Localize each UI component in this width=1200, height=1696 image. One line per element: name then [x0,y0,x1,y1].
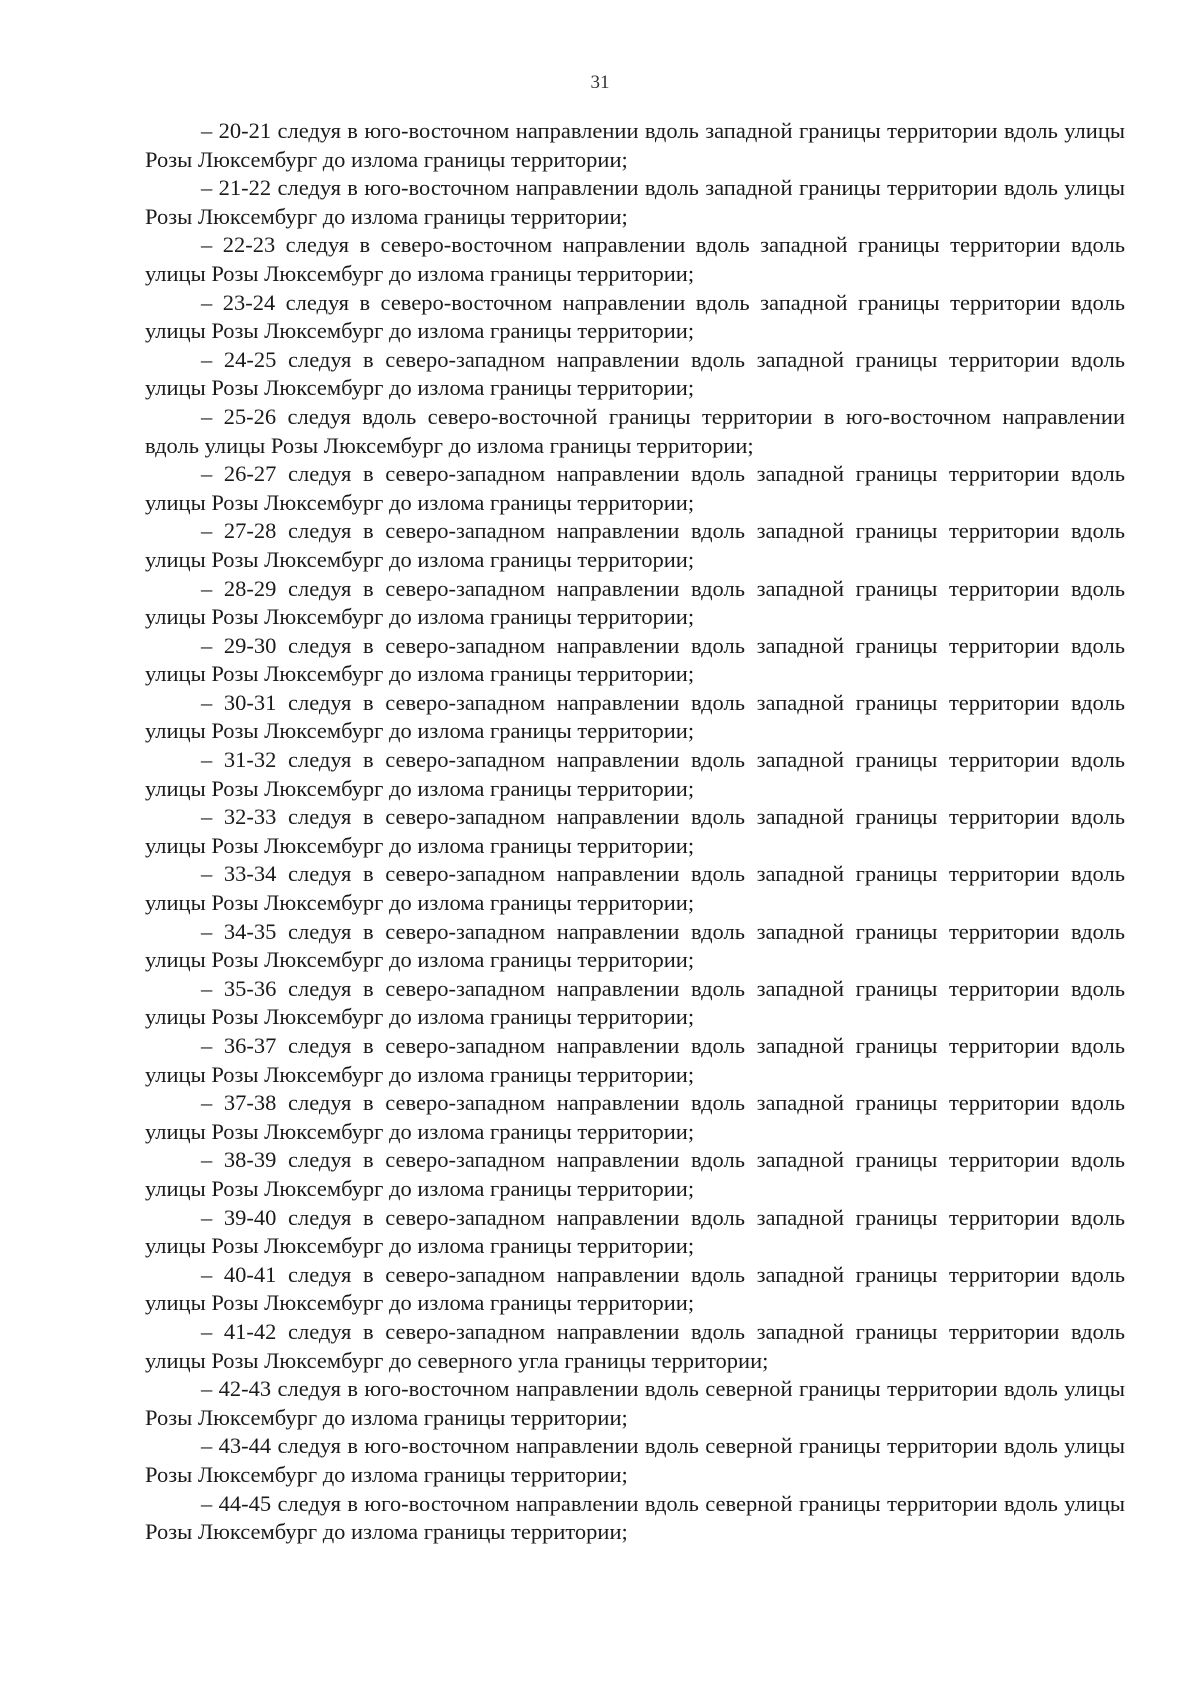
paragraph: – 23-24 следуя в северо-восточном направлении вдоль западной границы территории вдоль улицы Розы Люксембург до излома границы территории; [145,289,1125,344]
paragraph: – 29-30 следуя в северо-западном направлении вдоль западной границы территории вдоль улицы Розы Люксембург до излома границы территории; [145,632,1125,687]
paragraph: – 37-38 следуя в северо-западном направлении вдоль западной границы территории вдоль улицы Розы Люксембург до излома границы территории; [145,1090,1125,1144]
page-number: 31 [590,72,610,93]
paragraph: – 42-43 следуя в юго-восточном направлении вдоль северной границы территории вдоль улицы Розы Люксембург до излома границы территории; [145,1376,1125,1430]
paragraph: – 43-44 следуя в юго-восточном направлении вдоль северной границы территории вдоль улицы Розы Люксембург до излома границы территории; [145,1433,1125,1487]
paragraph: – 34-35 следуя в северо-западном направлении вдоль западной границы территории вдоль улицы Розы Люксембург до излома границы территории; [145,918,1125,973]
paragraph: – 44-45 следуя в юго-восточном направлении вдоль северной границы территории вдоль улицы Розы Люксембург до излома границы территории; [145,1490,1125,1545]
paragraph: – 33-34 следуя в северо-западном направлении вдоль западной границы территории вдоль улицы Розы Люксембург до излома границы территории; [145,861,1125,916]
paragraph: – 35-36 следуя в северо-западном направлении вдоль западной границы территории вдоль улицы Розы Люксембург до излома границы территории; [145,975,1125,1030]
paragraph: – 36-37 следуя в северо-западном направлении вдоль западной границы территории вдоль улицы Розы Люксембург до излома границы территории; [145,1033,1125,1087]
paragraph: – 26-27 следуя в северо-западном направлении вдоль западной границы территории вдоль улицы Розы Люксембург до излома границы территории; [145,461,1125,515]
paragraph: – 25-26 следуя вдоль северо-восточной границы территории в юго-восточном направлении вдоль улицы Розы Люксембург до излома границы территории; [145,403,1125,458]
paragraph: – 30-31 следуя в северо-западном направлении вдоль западной границы территории вдоль улицы Розы Люксембург до излома границы территории; [145,689,1125,744]
paragraph: – 40-41 следуя в северо-западном направлении вдоль западной границы территории вдоль улицы Розы Люксембург до излома границы территории; [145,1261,1125,1316]
paragraph: – 32-33 следуя в северо-западном направлении вдоль западной границы территории вдоль улицы Розы Люксембург до излома границы территории; [145,804,1125,858]
paragraph: – 39-40 следуя в северо-западном направлении вдоль западной границы территории вдоль улицы Розы Люксембург до излома границы территории; [145,1204,1125,1259]
paragraph: – 38-39 следуя в северо-западном направлении вдоль западной границы территории вдоль улицы Розы Люксембург до излома границы территории; [145,1147,1125,1201]
paragraph: – 28-29 следуя в северо-западном направлении вдоль западной границы территории вдоль улицы Розы Люксембург до излома границы территории; [145,575,1125,630]
paragraph: – 21-22 следуя в юго-восточном направлении вдоль западной границы территории вдоль улицы Розы Люксембург до излома границы территории; [145,175,1125,229]
paragraph: – 27-28 следуя в северо-западном направлении вдоль западной границы территории вдоль улицы Розы Люксембург до излома границы территории; [145,518,1125,572]
paragraph: – 41-42 следуя в северо-западном направлении вдоль западной границы территории вдоль улицы Розы Люксембург до северного угла границы территории; [145,1318,1125,1373]
document-body [145,117,1125,1547]
paragraph: – 24-25 следуя в северо-западном направлении вдоль западной границы территории вдоль улицы Розы Люксембург до излома границы территории; [145,346,1125,401]
paragraph: – 31-32 следуя в северо-западном направлении вдоль западной границы территории вдоль улицы Розы Люксембург до излома границы территории; [145,747,1125,801]
paragraph: – 20-21 следуя в юго-восточном направлении вдоль западной границы территории вдоль улицы Розы Люксембург до излома границы территории; [145,118,1125,172]
paragraph: – 22-23 следуя в северо-восточном направлении вдоль западной границы территории вдоль улицы Розы Люксембург до излома границы территории; [145,232,1125,286]
